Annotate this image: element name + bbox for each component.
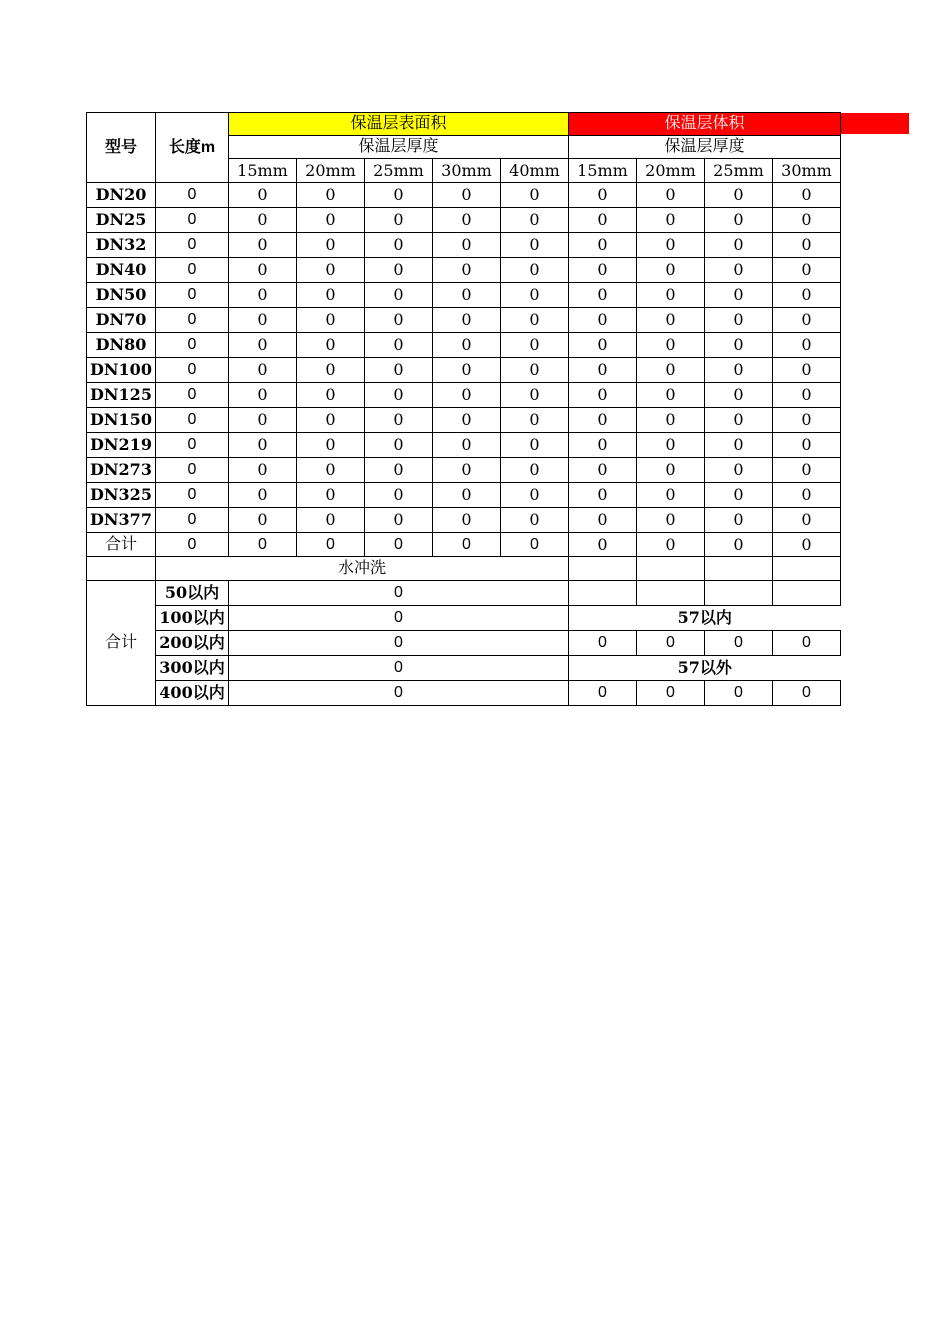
flush-range: 200以内 [156,631,229,656]
surface-value-cell: 0 [433,358,501,383]
surface-value-cell: 0 [365,508,433,533]
total-volume-cell: 0 [705,533,773,557]
volume-value-cell: 0 [569,383,637,408]
volume-value-cell: 0 [637,183,705,208]
volume-value-cell: 0 [569,458,637,483]
volume-thickness-20: 20mm [637,159,705,183]
empty-cell [773,557,841,581]
volume-value-cell: 0 [773,483,841,508]
volume-value-cell: 0 [705,358,773,383]
empty-cell [569,581,637,606]
table-row [87,458,841,483]
surface-value-cell: 0 [297,483,365,508]
empty-cell [637,557,705,581]
volume-value-cell: 0 [705,308,773,333]
volume-thickness-30: 30mm [773,159,841,183]
volume-value-cell: 0 [773,183,841,208]
surface-value-cell: 0 [501,283,569,308]
surface-value-cell: 0 [433,208,501,233]
within-57-value: 0 [773,631,841,656]
outside-57-value: 0 [569,681,637,706]
volume-value-cell: 0 [569,233,637,258]
surface-area-header: 保温层表面积 [229,113,569,136]
surface-value-cell: 0 [501,358,569,383]
volume-value-cell: 0 [637,208,705,233]
surface-value-cell: 0 [297,458,365,483]
flush-title: 水冲洗 [156,557,569,581]
empty-cell [637,581,705,606]
surface-value-cell: 0 [297,183,365,208]
total-length: 0 [156,533,229,557]
surface-value-cell: 0 [297,433,365,458]
surface-thickness-15: 15mm [229,159,297,183]
volume-value-cell: 0 [705,208,773,233]
model-header: 型号 [87,113,156,183]
volume-value-cell: 0 [569,433,637,458]
total-surface-cell: 0 [433,533,501,557]
surface-value-cell: 0 [501,233,569,258]
surface-value-cell: 0 [229,233,297,258]
table-row [87,258,841,283]
volume-value-cell: 0 [773,333,841,358]
surface-value-cell: 0 [297,283,365,308]
surface-value-cell: 0 [365,483,433,508]
surface-value-cell: 0 [229,433,297,458]
volume-value-cell: 0 [637,233,705,258]
volume-value-cell: 0 [569,333,637,358]
volume-value-cell: 0 [705,383,773,408]
model-cell: DN377 [87,508,156,533]
within-57-value: 0 [569,631,637,656]
table-row [87,208,841,233]
table-row [87,308,841,333]
surface-value-cell: 0 [229,458,297,483]
outside-57-label: 57以外 [569,656,841,681]
volume-value-cell: 0 [773,383,841,408]
surface-value-cell: 0 [501,408,569,433]
outside-57-value: 0 [637,681,705,706]
within-57-value: 0 [705,631,773,656]
outside-57-value: 0 [705,681,773,706]
surface-value-cell: 0 [229,483,297,508]
length-cell: 0 [156,308,229,333]
surface-value-cell: 0 [297,233,365,258]
volume-value-cell: 0 [637,258,705,283]
surface-value-cell: 0 [365,458,433,483]
volume-value-cell: 0 [569,483,637,508]
surface-value-cell: 0 [297,208,365,233]
empty-cell [773,581,841,606]
surface-value-cell: 0 [501,508,569,533]
volume-value-cell: 0 [705,283,773,308]
volume-value-cell: 0 [569,508,637,533]
volume-value-cell: 0 [773,258,841,283]
length-cell: 0 [156,233,229,258]
surface-value-cell: 0 [501,183,569,208]
surface-value-cell: 0 [433,333,501,358]
total-surface-cell: 0 [365,533,433,557]
volume-value-cell: 0 [705,433,773,458]
surface-value-cell: 0 [501,258,569,283]
length-cell: 0 [156,283,229,308]
volume-value-cell: 0 [637,433,705,458]
model-cell: DN325 [87,483,156,508]
model-cell: DN50 [87,283,156,308]
length-cell: 0 [156,433,229,458]
surface-value-cell: 0 [433,508,501,533]
surface-value-cell: 0 [365,358,433,383]
surface-value-cell: 0 [229,408,297,433]
volume-value-cell: 0 [569,283,637,308]
volume-value-cell: 0 [773,208,841,233]
length-cell: 0 [156,208,229,233]
surface-value-cell: 0 [501,483,569,508]
surface-value-cell: 0 [297,383,365,408]
total-surface-cell: 0 [229,533,297,557]
flush-range: 300以内 [156,656,229,681]
volume-value-cell: 0 [773,458,841,483]
table-row [87,333,841,358]
volume-value-cell: 0 [637,508,705,533]
table-row [87,483,841,508]
table-row [87,508,841,533]
surface-value-cell: 0 [501,208,569,233]
total-surface-cell: 0 [297,533,365,557]
volume-thickness-15: 15mm [569,159,637,183]
surface-value-cell: 0 [365,308,433,333]
length-cell: 0 [156,408,229,433]
within-57-value: 0 [637,631,705,656]
empty-cell [87,557,156,581]
outside-57-value: 0 [773,681,841,706]
surface-thickness-30: 30mm [433,159,501,183]
length-cell: 0 [156,333,229,358]
volume-value-cell: 0 [637,358,705,383]
volume-value-cell: 0 [637,458,705,483]
length-cell: 0 [156,358,229,383]
surface-value-cell: 0 [229,508,297,533]
surface-value-cell: 0 [229,283,297,308]
flush-value: 0 [229,581,569,606]
volume-value-cell: 0 [569,358,637,383]
volume-value-cell: 0 [773,308,841,333]
volume-value-cell: 0 [569,408,637,433]
surface-value-cell: 0 [501,308,569,333]
surface-value-cell: 0 [433,433,501,458]
surface-value-cell: 0 [229,183,297,208]
volume-value-cell: 0 [637,483,705,508]
volume-value-cell: 0 [637,408,705,433]
surface-value-cell: 0 [297,333,365,358]
surface-value-cell: 0 [365,433,433,458]
surface-value-cell: 0 [297,508,365,533]
model-cell: DN150 [87,408,156,433]
volume-value-cell: 0 [705,183,773,208]
model-cell: DN20 [87,183,156,208]
surface-value-cell: 0 [365,383,433,408]
table-row [87,408,841,433]
volume-value-cell: 0 [569,208,637,233]
model-cell: DN273 [87,458,156,483]
volume-value-cell: 0 [637,333,705,358]
surface-value-cell: 0 [501,458,569,483]
volume-value-cell: 0 [705,408,773,433]
table-row [87,283,841,308]
volume-value-cell: 0 [705,508,773,533]
surface-value-cell: 0 [229,358,297,383]
volume-value-cell: 0 [705,233,773,258]
volume-thickness-25: 25mm [705,159,773,183]
surface-value-cell: 0 [229,258,297,283]
flush-value: 0 [229,681,569,706]
surface-value-cell: 0 [433,483,501,508]
table-row [87,433,841,458]
total-label: 合计 [87,533,156,557]
volume-value-cell: 0 [773,408,841,433]
length-header: 长度m [156,113,229,183]
flush-range: 50以内 [156,581,229,606]
total-volume-cell: 0 [637,533,705,557]
volume-value-cell: 0 [569,308,637,333]
surface-value-cell: 0 [365,183,433,208]
volume-value-cell: 0 [773,433,841,458]
surface-value-cell: 0 [433,308,501,333]
surface-value-cell: 0 [433,258,501,283]
empty-cell [705,581,773,606]
table-row [87,383,841,408]
surface-value-cell: 0 [297,308,365,333]
table-row [87,358,841,383]
surface-value-cell: 0 [433,383,501,408]
volume-thickness-header: 保温层厚度 [569,136,841,159]
volume-header-overflow-fill [841,113,909,134]
volume-value-cell: 0 [637,308,705,333]
volume-value-cell: 0 [773,508,841,533]
surface-value-cell: 0 [365,283,433,308]
flush-value: 0 [229,631,569,656]
surface-value-cell: 0 [433,458,501,483]
length-cell: 0 [156,458,229,483]
volume-value-cell: 0 [705,458,773,483]
model-cell: DN32 [87,233,156,258]
empty-cell [705,557,773,581]
volume-value-cell: 0 [773,283,841,308]
model-cell: DN70 [87,308,156,333]
surface-value-cell: 0 [365,258,433,283]
volume-value-cell: 0 [705,258,773,283]
surface-value-cell: 0 [501,433,569,458]
flush-total-label: 合计 [87,581,156,706]
model-cell: DN25 [87,208,156,233]
table-row [87,233,841,258]
model-cell: DN125 [87,383,156,408]
volume-header: 保温层体积 [569,113,841,136]
model-cell: DN40 [87,258,156,283]
within-57-label: 57以内 [569,606,841,631]
volume-value-cell: 0 [773,233,841,258]
surface-thickness-20: 20mm [297,159,365,183]
length-cell: 0 [156,183,229,208]
surface-thickness-40: 40mm [501,159,569,183]
surface-thickness-25: 25mm [365,159,433,183]
volume-value-cell: 0 [637,283,705,308]
surface-value-cell: 0 [297,258,365,283]
surface-value-cell: 0 [297,358,365,383]
total-row [87,533,841,557]
volume-value-cell: 0 [569,258,637,283]
surface-value-cell: 0 [433,233,501,258]
model-cell: DN219 [87,433,156,458]
flush-range: 400以内 [156,681,229,706]
table-row [87,183,841,208]
surface-value-cell: 0 [229,333,297,358]
surface-value-cell: 0 [229,308,297,333]
surface-value-cell: 0 [229,383,297,408]
surface-value-cell: 0 [433,408,501,433]
flush-value: 0 [229,606,569,631]
volume-value-cell: 0 [569,183,637,208]
volume-value-cell: 0 [773,358,841,383]
total-surface-cell: 0 [501,533,569,557]
length-cell: 0 [156,258,229,283]
surface-value-cell: 0 [365,208,433,233]
surface-value-cell: 0 [501,333,569,358]
total-volume-cell: 0 [773,533,841,557]
length-cell: 0 [156,508,229,533]
surface-value-cell: 0 [297,408,365,433]
surface-value-cell: 0 [501,383,569,408]
length-cell: 0 [156,483,229,508]
length-cell: 0 [156,383,229,408]
flush-range: 100以内 [156,606,229,631]
model-cell: DN100 [87,358,156,383]
volume-value-cell: 0 [637,383,705,408]
insulation-table [86,112,841,706]
surface-thickness-header: 保温层厚度 [229,136,569,159]
surface-value-cell: 0 [365,333,433,358]
surface-value-cell: 0 [365,233,433,258]
volume-value-cell: 0 [705,483,773,508]
volume-value-cell: 0 [705,333,773,358]
surface-value-cell: 0 [433,283,501,308]
surface-value-cell: 0 [365,408,433,433]
model-cell: DN80 [87,333,156,358]
empty-cell [569,557,637,581]
flush-value: 0 [229,656,569,681]
surface-value-cell: 0 [433,183,501,208]
total-volume-cell: 0 [569,533,637,557]
surface-value-cell: 0 [229,208,297,233]
